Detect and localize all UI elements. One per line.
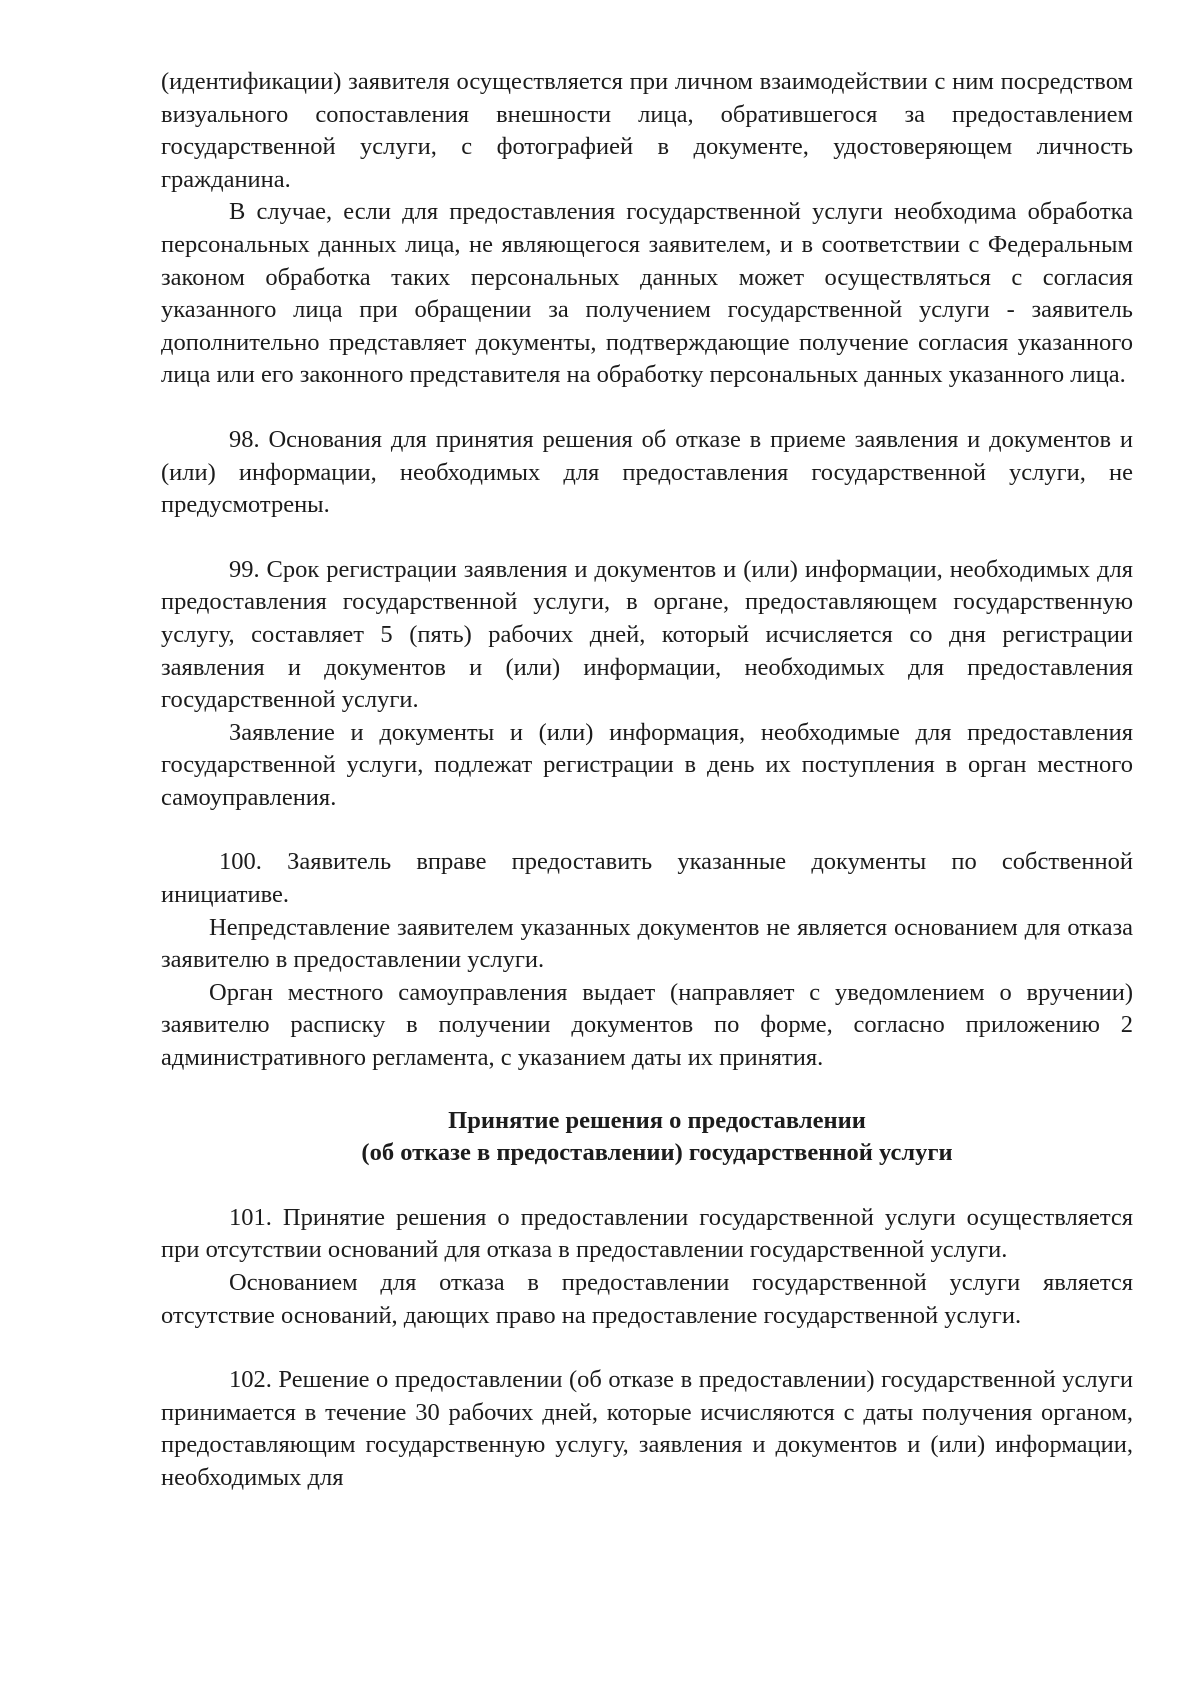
paragraph-102: 102. Решение о предоставлении (об отказе в предоставлении) государственной услуги принимается в течение 30 рабочих дней, которые исчисляются с даты получения органом, предоставляющим государственную услугу, заявления и документов и (или) информации, необходимых для [161, 1366, 1133, 1491]
paragraph-100-receipt: Орган местного самоуправления выдает (направляет с уведомлением о вручении) заявителю расписку в получении документов по форме, согласно приложению 2 административного регламента, с указанием даты их принятия. [161, 978, 1133, 1072]
paragraph-98: 98. Основания для принятия решения об отказе в приеме заявления и документов и (или) информации, необходимых для предоставления государственной услуги, не предусмотрены. [161, 425, 1133, 519]
paragraph-100-nonsubmission: Непредставление заявителем указанных документов не является основанием для отказа заявителю в предоставлении услуги. [161, 913, 1133, 974]
section-heading-line-2: (об отказе в предоставлении) государственной услуги [361, 1139, 953, 1167]
paragraph-100: 100. Заявитель вправе предоставить указанные документы по собственной инициативе. [161, 848, 1133, 909]
paragraph-101-refusal-basis: Основанием для отказа в предоставлении государственной услуги является отсутствие оснований, дающих право на предоставление государственной услуги. [161, 1269, 1133, 1329]
paragraph-99-registration: Заявление и документы и (или) информация, необходимые для предоставления государственной услуги, подлежат регистрации в день их поступления в орган местного самоуправления. [161, 718, 1133, 811]
paragraph-101: 101. Принятие решения о предоставлении государственной услуги осуществляется при отсутствии оснований для отказа в предоставлении государственной услуги. [161, 1203, 1133, 1264]
paragraph-personal-data: В случае, если для предоставления государственной услуги необходима обработка персональных данных лица, не являющегося заявителем, и в соответствии с Федеральным законом обработка таких персональных данных может осуществляться с согласия указанного лица при обращении за получением государственной услуги - заявитель дополнительно представляет документы, подтверждающие получение согласия указанного лица или его законного представителя на обработку персональных данных указанного лица. [161, 198, 1133, 389]
paragraph-99: 99. Срок регистрации заявления и документов и (или) информации, необходимых для предоставления государственной услуги, в органе, предоставляющем государственную услугу, составляет 5 (пять) рабочих дней, который исчисляется со дня регистрации заявления и документов и (или) информации, необходимых для предоставления государственной услуги. [161, 555, 1133, 714]
section-heading-line-1: Принятие решения о предоставлении [448, 1106, 866, 1134]
paragraph-identification: (идентификации) заявителя осуществляется при личном взаимодействии с ним посредством визуального сопоставления внешности лица, обратившегося за предоставлением государственной услуги, с фотографией в документе, удостоверяющем личность гражданина. [161, 68, 1133, 193]
section-heading [161, 1105, 1133, 1170]
